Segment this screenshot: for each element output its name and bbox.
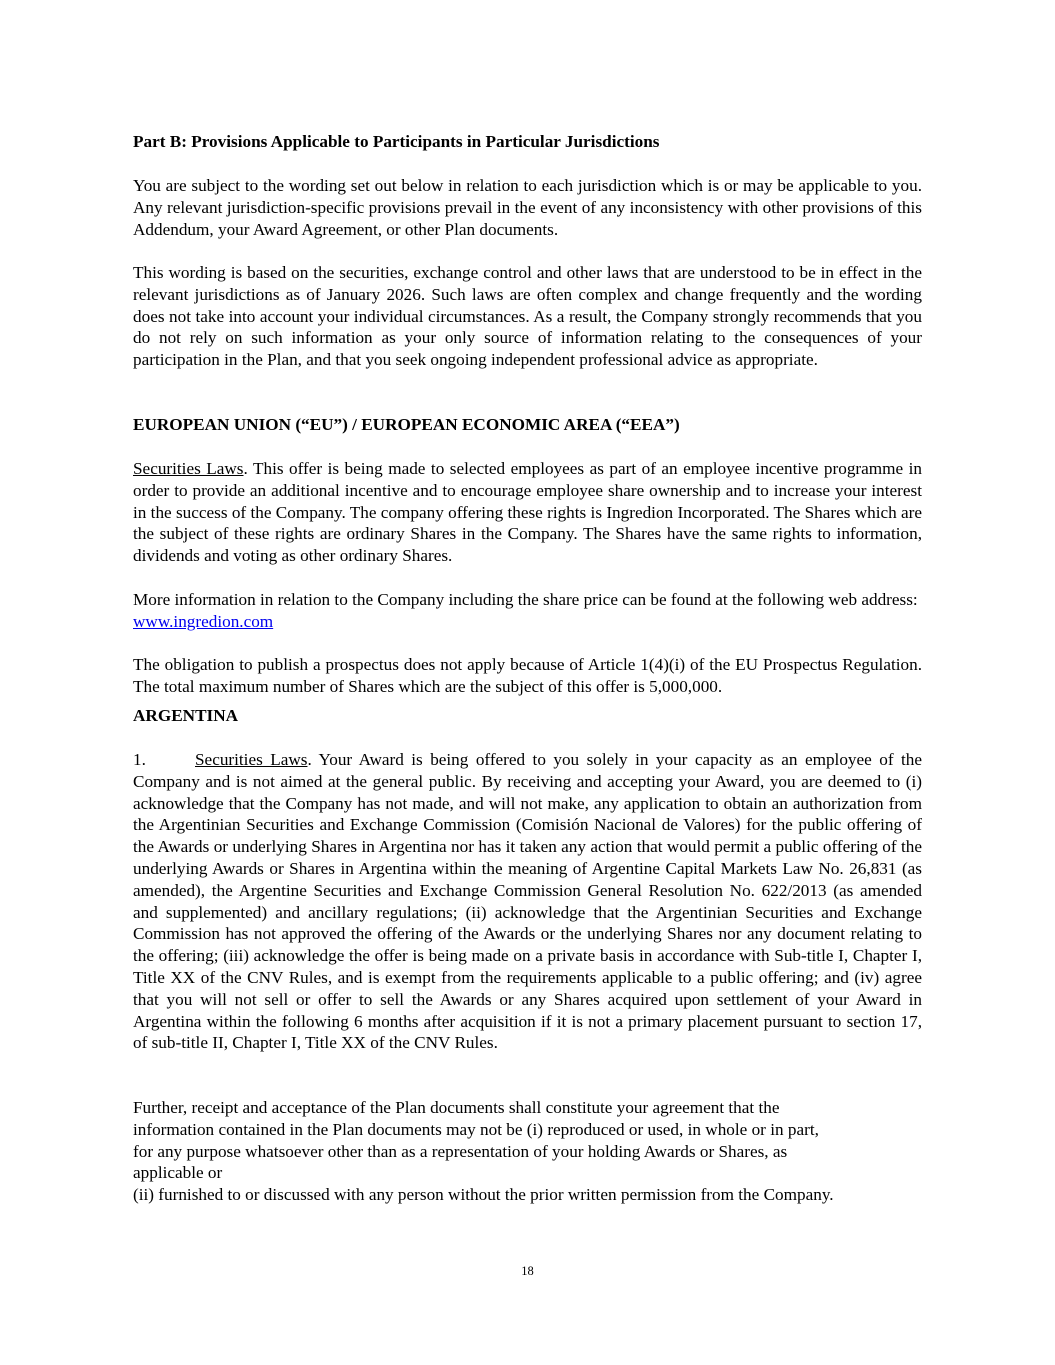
argentina-securities-text: . Your Award is being offered to you solely in your capacity as an employee of the Company and is not aimed at the general public. By receiving and accepting your Award, you are deemed to (i) acknowledge that the Company has not made, and will not make, any application to obtain an authorization from the Argentinian Securities and Exchange Commission (Comisión Nacional de Valores) for the public offering of the Awards or underlying Shares in Argentina nor has it taken any action that would permit a public offering of the underlying Awards or Shares in Argentina within the meaning of Argentine Capital Markets Law No. 26,831 (as amended), the Argentine Securities and Exchange Commission General Resolution No. 622/2013 (as amended and supplemented) and ancillary regulations; (ii) acknowledge that the Argentinian Securities and Exchange Commission has not approved the offering of the Awards or the underlying Shares nor any document relating to the offering; (iii) acknowledge the offer is being made on a private basis in accordance with Sub-title I, Chapter I, Title XX of the CNV Rules, and is exempt from the requirements applicable to a public offering; and (iv) agree that you will not sell or offer to sell the Awards or any Shares acquired upon settlement of your Award in Argentina within the following 6 months after acquisition if it is not a primary placement pursuant to section 17, of sub-title II, Chapter I, Title XX of the CNV Rules. (133, 750, 922, 1053)
page-number: 18 (521, 1264, 534, 1278)
argentina-heading: ARGENTINA (133, 706, 239, 725)
further-line-5: (ii) furnished to or discussed with any person without the prior written permission from the Company. (133, 1185, 834, 1205)
eu-securities-text: . This offer is being made to selected employees as part of an employee incentive programme in order to provide an additional incentive and to encourage employee share ownership and to increase your interest in the success of the Company. The company offering these rights is Ingredion Incorporated. The Shares which are the subject of these rights are ordinary Shares in the Company. The Shares have the same rights to information, dividends and voting as other ordinary Shares. (133, 459, 922, 566)
eu-more-info-paragraph (133, 589, 922, 633)
argentina-securities-paragraph (133, 749, 922, 1054)
further-line-3: for any purpose whatsoever other than as a representation of your holding Awards or Shares, as (133, 1141, 788, 1161)
eu-prospectus-paragraph: The obligation to publish a prospectus does not apply because of Article 1(4)(i) of the EU Prospectus Regulation. The total maximum number of Shares which are the subject of this offer is 5,000,000. (133, 655, 922, 696)
argentina-securities-label: Securities Laws (195, 750, 308, 769)
eu-heading: EUROPEAN UNION (“EU”) / EUROPEAN ECONOMIC AREA (“EEA”) (133, 415, 680, 434)
eu-securities-paragraph (133, 458, 922, 567)
further-line-2: information contained in the Plan documents may not be (i) reproduced or used, in whole or in part, (133, 1119, 819, 1139)
eu-securities-label: Securities Laws (133, 459, 244, 478)
ingredion-website-link[interactable]: www.ingredion.com (133, 611, 274, 631)
further-line-1: Further, receipt and acceptance of the Plan documents shall constitute your agreement that the (133, 1098, 780, 1117)
eu-more-info-text: More information in relation to the Company including the share price can be found at the following web address: (133, 590, 918, 609)
part-b-basis-paragraph: This wording is based on the securities, exchange control and other laws that are understood to be in effect in the relevant jurisdictions as of January 2026. Such laws are often complex and change frequently and the wording does not take into account your individual circumstances. As a result, the Company strongly recommends that you do not rely on such information as your only source of information relating to the consequences of your participation in the Plan, and that you seek ongoing independent professional advice as appropriate. (133, 263, 922, 370)
argentina-further-paragraph (133, 1097, 922, 1206)
part-b-intro-paragraph: You are subject to the wording set out below in relation to each jurisdiction which is or may be applicable to you. Any relevant jurisdiction-specific provisions prevail in the event of any inconsistency with other provisions of this Addendum, your Award Agreement, or other Plan documents. (133, 176, 922, 239)
further-line-4: applicable or (133, 1163, 223, 1183)
part-b-title: Part B: Provisions Applicable to Participants in Particular Jurisdictions (133, 132, 660, 151)
argentina-item-number: 1. (133, 750, 146, 769)
